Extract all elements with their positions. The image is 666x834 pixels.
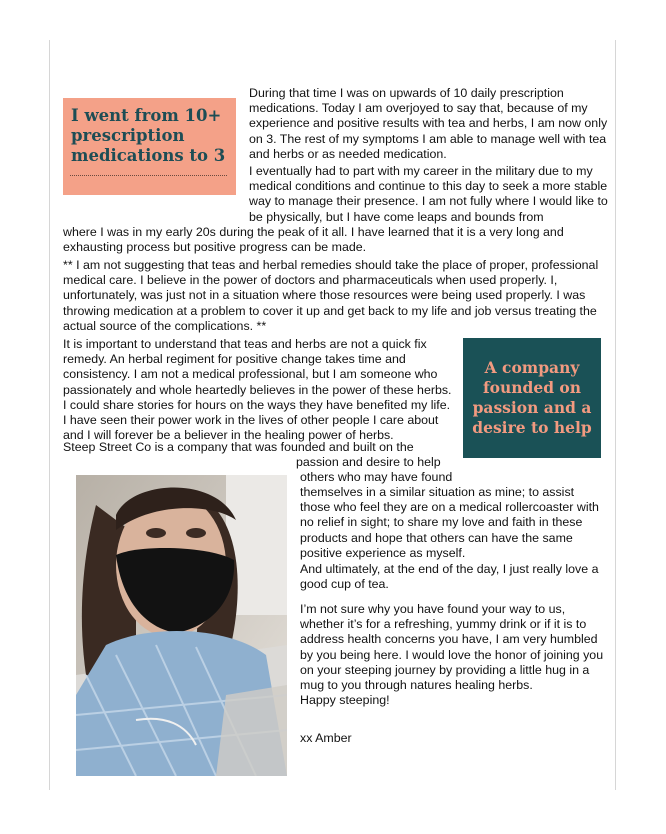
author-photo (76, 475, 287, 776)
paragraph-herbs: It is important to understand that teas and herbs are not a quick fix remedy. An herbal regiment for positive change takes time and consistency. I am not a medical professional, but I am someone who passionately and whole heartedly believes in the power of these herbs. I could share stories for hours on the ways they have benefited my life. I have seen their power work in the lives of other people I care about and I will forever be a believer in the healing power of herbs. (63, 337, 452, 443)
paragraph-military-bottom: where I was in my early 20s during the peak of it all. I have learned that it is a very long and exhausting process but positive progress can be made. (63, 225, 564, 255)
callout-dotted-rule (70, 175, 227, 176)
page-border-left (49, 40, 50, 790)
paragraph-company-line2: passion and desire to help (296, 455, 441, 469)
paragraph-medications: During that time I was on upwards of 10 daily prescription medications. Today I am overjoyed to say that, because of my experience and positive results with tea and herbs, I am now only on 3. The rest of my symptoms I am able to manage well with tea and herbs or as needed medication. (249, 86, 608, 161)
paragraph-company-rest: themselves in a similar situation as mine; to assist those who feel they are on a medical rollercoaster with no relief in sight; to share my love and faith in these products and hope that others can have the same positive experience as myself. (300, 485, 599, 560)
signature: xx Amber (300, 731, 352, 745)
paragraph-military-top: I eventually had to part with my career in the military due to my medical conditions and continue to this day to seek a more stable way to manage their presence. I am not fully where I would like to be physically, but I have come leaps and bounds from (249, 164, 608, 224)
paragraph-company-line3: others who may have found (300, 470, 453, 484)
company-callout-text: A company founded on passion and a desire to help (472, 358, 592, 437)
medications-callout-text: I went from 10+ prescription medications to 3 (71, 106, 226, 165)
page-border-right (615, 40, 616, 790)
paragraph-company-line1: Steep Street Co is a company that was founded and built on the (63, 440, 414, 454)
author-photo-illustration (76, 475, 287, 776)
paragraph-tea: And ultimately, at the end of the day, I just really love a good cup of tea. (300, 562, 599, 592)
medications-callout (63, 98, 236, 195)
paragraph-disclaimer: ** I am not suggesting that teas and herbal remedies should take the place of proper, professional medical care. I believe in the power of doctors and pharmaceuticals when used properly. I, unfortunately, was just not in a situation where those resources were being used properly. I was throwing medication at a problem to cover it up and get back to my life and job versus treating the actual source of the complications. ** (63, 258, 599, 333)
paragraph-journey: I’m not sure why you have found your way to us, whether it’s for a refreshing, yummy drink or if it is to address health concerns you have, I am very humbled by you being here. I would love the honor of joining you on your steeping journey by providing a little hug in a mug to you through natures healing herbs. (300, 602, 604, 693)
paragraph-happy-steeping: Happy steeping! (300, 693, 390, 707)
company-callout (463, 338, 601, 458)
